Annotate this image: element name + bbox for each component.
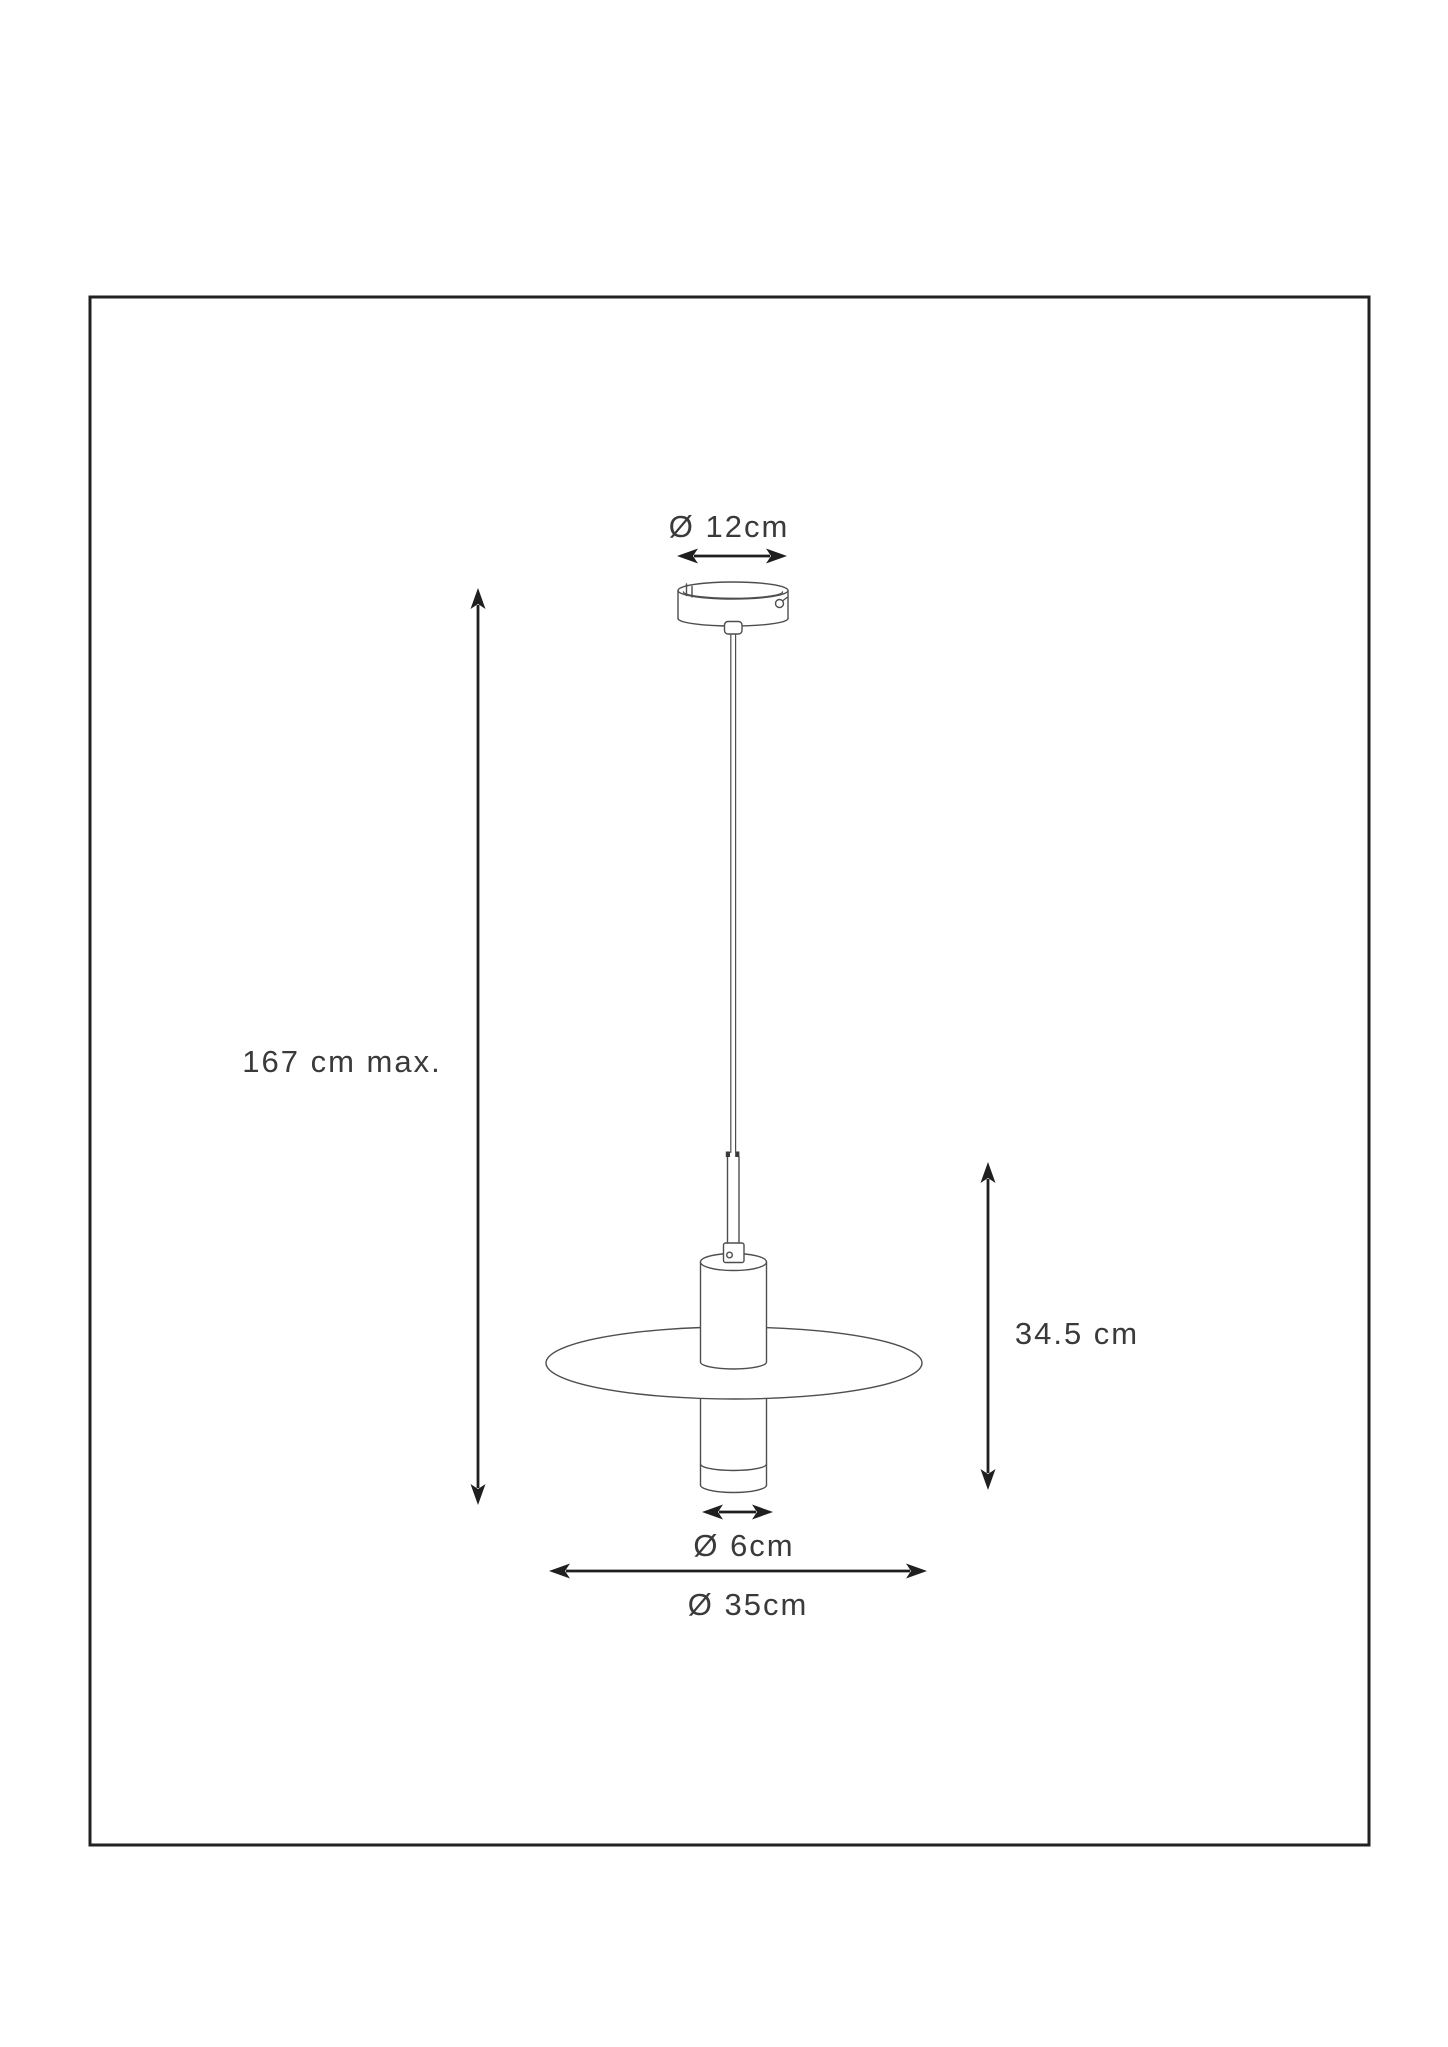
connector-block [724,1243,745,1263]
rod-clamp-left [726,1152,730,1158]
upper-cylinder-body [701,1262,767,1369]
fixture-height-label: 34.5 cm [1014,1316,1140,1351]
ceiling-canopy [678,582,788,634]
lower-cylinder-body [701,1392,767,1493]
lamp-line-drawing [546,582,922,1493]
lower-cylinder [701,1392,767,1493]
dimension-canopy-diameter-arrow [677,549,787,564]
canopy-diameter-label: Ø 12cm [668,509,790,544]
upper-cylinder [701,1254,767,1370]
canopy-neck [725,622,743,635]
cable-connector [724,1243,745,1263]
dimension-max-height-arrow [471,588,486,1505]
suspension-cable [731,634,736,1153]
dimension-disc-diameter-arrow [549,1564,927,1579]
disc-diameter-label: Ø 35cm [687,1587,809,1622]
max-height-label: 167 cm max. [242,1044,442,1079]
tube-diameter-label: Ø 6cm [693,1528,795,1563]
canopy-screw-tail [783,598,787,601]
rod-sides [728,1157,740,1243]
dimension-tube-diameter-arrow [702,1505,773,1520]
canopy-screw-icon [776,600,784,608]
suspension-rod [726,1152,740,1244]
dimension-fixture-height-arrow [981,1162,996,1490]
